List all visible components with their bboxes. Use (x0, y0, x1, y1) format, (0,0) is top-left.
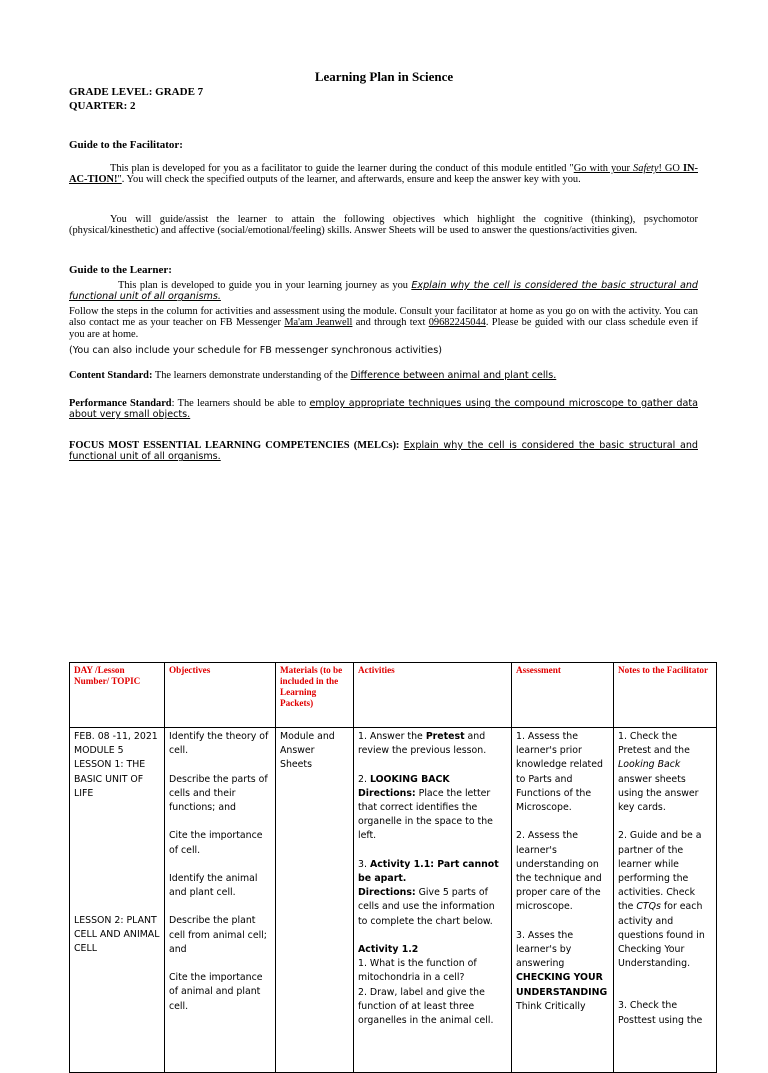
learning-plan-table (69, 662, 717, 1073)
assessment-item: 3. Asses the learner's by answering CHECKING YOUR UNDERSTANDING Think Critically (516, 929, 608, 1012)
document-title: Learning Plan in Science (314, 69, 454, 84)
activity-1-2-question-1: 1. What is the function of mitochondria in a cell? (358, 958, 477, 984)
grade-level: GRADE LEVEL: GRADE 7 (69, 86, 204, 98)
guide-learner-paragraph-1: This plan is developed to guide you in your learning journey as you Explain why the cell is considered the basic structural and functional unit of all organisms. (69, 280, 699, 303)
header-objectives: Objectives (165, 663, 276, 728)
cell-activities (354, 728, 512, 1073)
objective-item: Identify the theory of cell. (169, 731, 269, 757)
activity-looking-back: 2. LOOKING BACK (358, 773, 450, 785)
header-materials: Materials (to be included in the Learning Packets) (276, 663, 354, 728)
cell-day-lesson (70, 728, 165, 1073)
table-header-row (70, 663, 717, 728)
lesson-1-title: LESSON 1: THE BASIC UNIT OF LIFE (74, 759, 146, 799)
cell-materials (276, 728, 354, 1073)
objective-item: Describe the plant cell from animal cell; and (169, 915, 267, 955)
guide-learner-heading: Guide to the Learner: (69, 264, 172, 276)
guide-facilitator-paragraph-2: You will guide/assist the learner to attain the following objectives which highlight the cognitive (thinking), psychomotor (physical/kinesthetic) and affective (social/emotional/feeling) skills. Answer Sheets will be used to answer the questions/activities given. (69, 214, 698, 237)
guide-facilitator-paragraph-1: This plan is developed for you as a facilitator to guide the learner during the conduct of this module entitled "Go with your Safety! GO IN-AC-TION!". You will check the specified outputs of the learner, and afterwards, ensure and keep the answer key with you. (69, 163, 698, 186)
module-number: MODULE 5 (74, 745, 124, 757)
objective-item: Describe the parts of cells and their functions; and (169, 773, 268, 813)
cell-assessment (512, 728, 614, 1073)
activity-1-2-question-2: 2. Draw, label and give the function of at least three organelles in the animal cell. (358, 986, 494, 1027)
quarter: QUARTER: 2 (69, 100, 136, 112)
materials-text: Module and Answer Sheets (280, 731, 335, 771)
activity-looking-back-directions: Directions: Place the letter that correct identifies the organelle in the space to the left. (358, 787, 493, 842)
cell-notes (614, 728, 717, 1073)
objective-item: Cite the importance of animal and plant cell. (169, 972, 263, 1012)
objective-item: Cite the importance of cell. (169, 830, 263, 856)
note-item: 3. Check the Posttest using the (618, 1000, 703, 1026)
objective-item: Identify the animal and plant cell. (169, 872, 258, 898)
guide-facilitator-heading: Guide to the Facilitator: (69, 139, 183, 151)
note-item: 1. Check the Pretest and the Looking Back answer sheets using the answer key cards. (618, 731, 699, 814)
activity-1-1-directions: Directions: Give 5 parts of cells and use the information to complete the chart below. (358, 887, 495, 927)
guide-learner-paragraph-2: Follow the steps in the column for activities and assessment using the module. Consult your facilitator at home as you go on with the activity. You can also contact me as your teacher on FB Messenger Ma'am Jeanwell and through text 09682245044. Please be guided with our class schedule even if you are at home. (69, 306, 698, 340)
activity-1-2-heading: Activity 1.2 (358, 944, 419, 955)
performance-standard: Performance Standard: The learners should be able to employ appropriate techniques using the compound microscope to gather data about very small objects. (69, 398, 698, 421)
lesson-2-title: LESSON 2: PLANT CELL AND ANIMAL CELL (74, 915, 160, 955)
header-notes-to-facilitator: Notes to the Facilitator (614, 663, 717, 728)
activity-pretest: 1. Answer the Pretest and review the previous lesson. (358, 731, 487, 757)
table-row (70, 728, 717, 1073)
melcs: FOCUS MOST ESSENTIAL LEARNING COMPETENCIES (MELCs): Explain why the cell is considered the basic structural and functional unit of all organisms. (69, 440, 698, 463)
header-day-lesson-topic: DAY /Lesson Number/ TOPIC (70, 663, 165, 728)
lesson-date: FEB. 08 -11, 2021 (74, 731, 158, 742)
assessment-item: 2. Assess the learner's understanding on the technique and proper care of the microscope. (516, 830, 602, 913)
header-activities: Activities (354, 663, 512, 728)
activity-1-1: 3. Activity 1.1: Part cannot be apart. (358, 858, 499, 884)
guide-learner-paragraph-3: (You can also include your schedule for FB messenger synchronous activities) (69, 345, 442, 356)
assessment-item: 1. Assess the learner's prior knowledge related to Parts and Functions of the Microscope. (516, 731, 603, 814)
note-item: 2. Guide and be a partner of the learner while performing the activities. Check the CTQs for each activity and questions found in Checking Your Understanding. (618, 830, 705, 970)
content-standard: Content Standard: The learners demonstrate understanding of the Difference between animal and plant cells. (69, 370, 557, 381)
header-assessment: Assessment (512, 663, 614, 728)
cell-objectives (165, 728, 276, 1073)
